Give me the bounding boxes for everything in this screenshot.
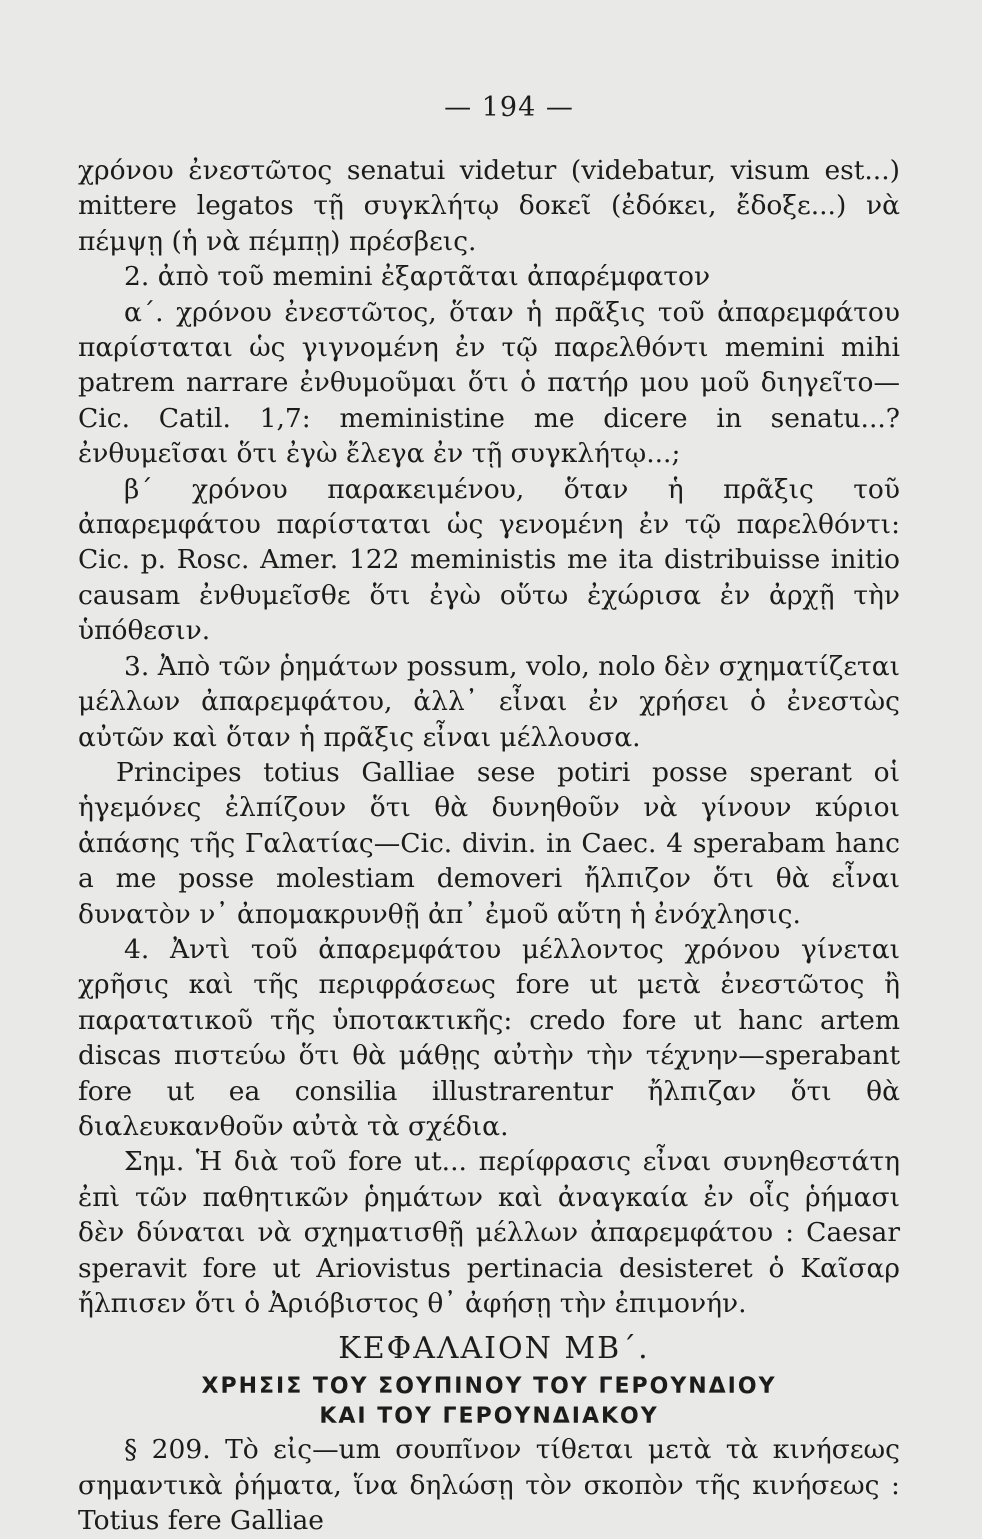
paragraph: § 209. Τὸ εἰς—um σουπῖνον τίθεται μετὰ τὰ κινήσεως σημαντικὰ ῥήματα, ἵνα δηλώσῃ τὸν σκοπὸν τῆς κινήσεως : Totius fere Galliae (78, 1434, 900, 1537)
page-number: — 194 — (444, 92, 574, 123)
paragraph: χρόνου ἐνεστῶτος senatui videtur (videbatur, visum est...) mittere legatos τῇ συγκλήτῳ δοκεῖ (ἐδόκει, ἔδοξε...) νὰ πέμψῃ (ἡ νὰ πέμπῃ) πρέσβεις. (78, 155, 900, 257)
paragraph: Principes totius Galliae sese potiri posse sperant οἱ ἡγεμόνες ἐλπίζουν ὅτι θὰ δυνηθοῦν νὰ γίνουν κύριοι ἁπάσης τῆς Γαλατίας—Cic. divin. in Caec. 4 sperabam hanc a me posse molestiam demoveri ἤλπιζον ὅτι θὰ εἶναι δυνατὸν ν᾽ ἀπομακρυνθῇ ἀπ᾽ ἐμοῦ αὕτη ἡ ἐνόχλησις. (78, 756, 900, 930)
chapter-title: ΚΕΦΑΛΑΙΟΝ ΜΒ΄. (338, 1331, 650, 1367)
paragraph: 2. ἀπὸ τοῦ memini ἐξαρτᾶται ἀπαρέμφατον (124, 261, 711, 293)
paragraph: α΄. χρόνου ἐνεστῶτος, ὅταν ἡ πρᾶξις τοῦ ἀπαρεμφάτου παρίσταται ὡς γιγνομένη ἐν τῷ παρελθόντι memini mihi patrem narrare ἐνθυμοῦμαι ὅτι ὁ πατήρ μου μοῦ διηγεῖτο—Cic. Catil. 1,7: meministine me dicere in senatu...? ἐνθυμεῖσαι ὅτι ἐγὼ ἔλεγα ἐν τῇ συγκλήτῳ...; (78, 296, 900, 470)
paragraph: 3. Ἀπὸ τῶν ῥημάτων possum, volo, nolo δὲν σχηματίζεται μέλλων ἀπαρεμφάτου, ἀλλ᾽ εἶναι ἐν χρήσει ὁ ἐνεστὼς αὐτῶν καὶ ὅταν ἡ πρᾶξις εἶναι μέλλουσα. (78, 650, 900, 753)
section-heading (78, 1372, 900, 1432)
body-text-continued (78, 1432, 900, 1538)
paragraph: 4. Ἀντὶ τοῦ ἀπαρεμφάτου μέλλοντος χρόνου γίνεται χρῆσις καὶ τῆς περιφράσεως fore ut μετὰ ἐνεστῶτος ἢ παρατατικοῦ τῆς ὑποτακτικῆς: credo fore ut hanc artem discas πιστεύω ὅτι θὰ μάθῃς αὐτὴν τὴν τέχνην—sperabant fore ut ea consilia illustrarentur ἤλπιζαν ὅτι θὰ διαλευκανθοῦν αὐτὰ τὰ σχέδια. (78, 933, 900, 1142)
section-heading-line-1: ΧΡΗΣΙΣ ΤΟΥ ΣΟΥΠΙΝΟΥ ΤΟΥ ΓΕΡΟΥΝΔΙΟΥ (201, 1374, 777, 1400)
section-heading-line-2: ΚΑΙ ΤΟΥ ΓΕΡΟΥΝΔΙΑΚΟΥ (319, 1404, 659, 1430)
body-text (78, 153, 900, 1321)
paragraph: Σημ. Ἡ διὰ τοῦ fore ut... περίφρασις εἶναι συνηθεστάτη ἐπὶ τῶν παθητικῶν ῥημάτων καὶ ἀναγκαία ἐν οἷς ῥήμασι δὲν δύναται νὰ σχηματισθῇ μέλλων ἀπαρεμφάτου : Caesar speravit fore ut Ariovistus pertinacia desisteret ὁ Καῖσαρ ἤλπισεν ὅτι ὁ Ἀριόβιστος θ᾽ ἀφήσῃ τὴν ἐπιμονήν. (78, 1146, 900, 1319)
paragraph: β΄ χρόνου παρακειμένου, ὅταν ἡ πρᾶξις τοῦ ἀπαρεμφάτου παρίσταται ὡς γενομένη ἐν τῷ παρελθόντι: Cic. p. Rosc. Amer. 122 meministis me ita distribuisse initio causam ἐνθυμεῖσθε ὅτι ἐγὼ οὕτω ἐχώρισα ἐν ἀρχῇ τὴν ὑπόθεσιν. (78, 473, 900, 647)
